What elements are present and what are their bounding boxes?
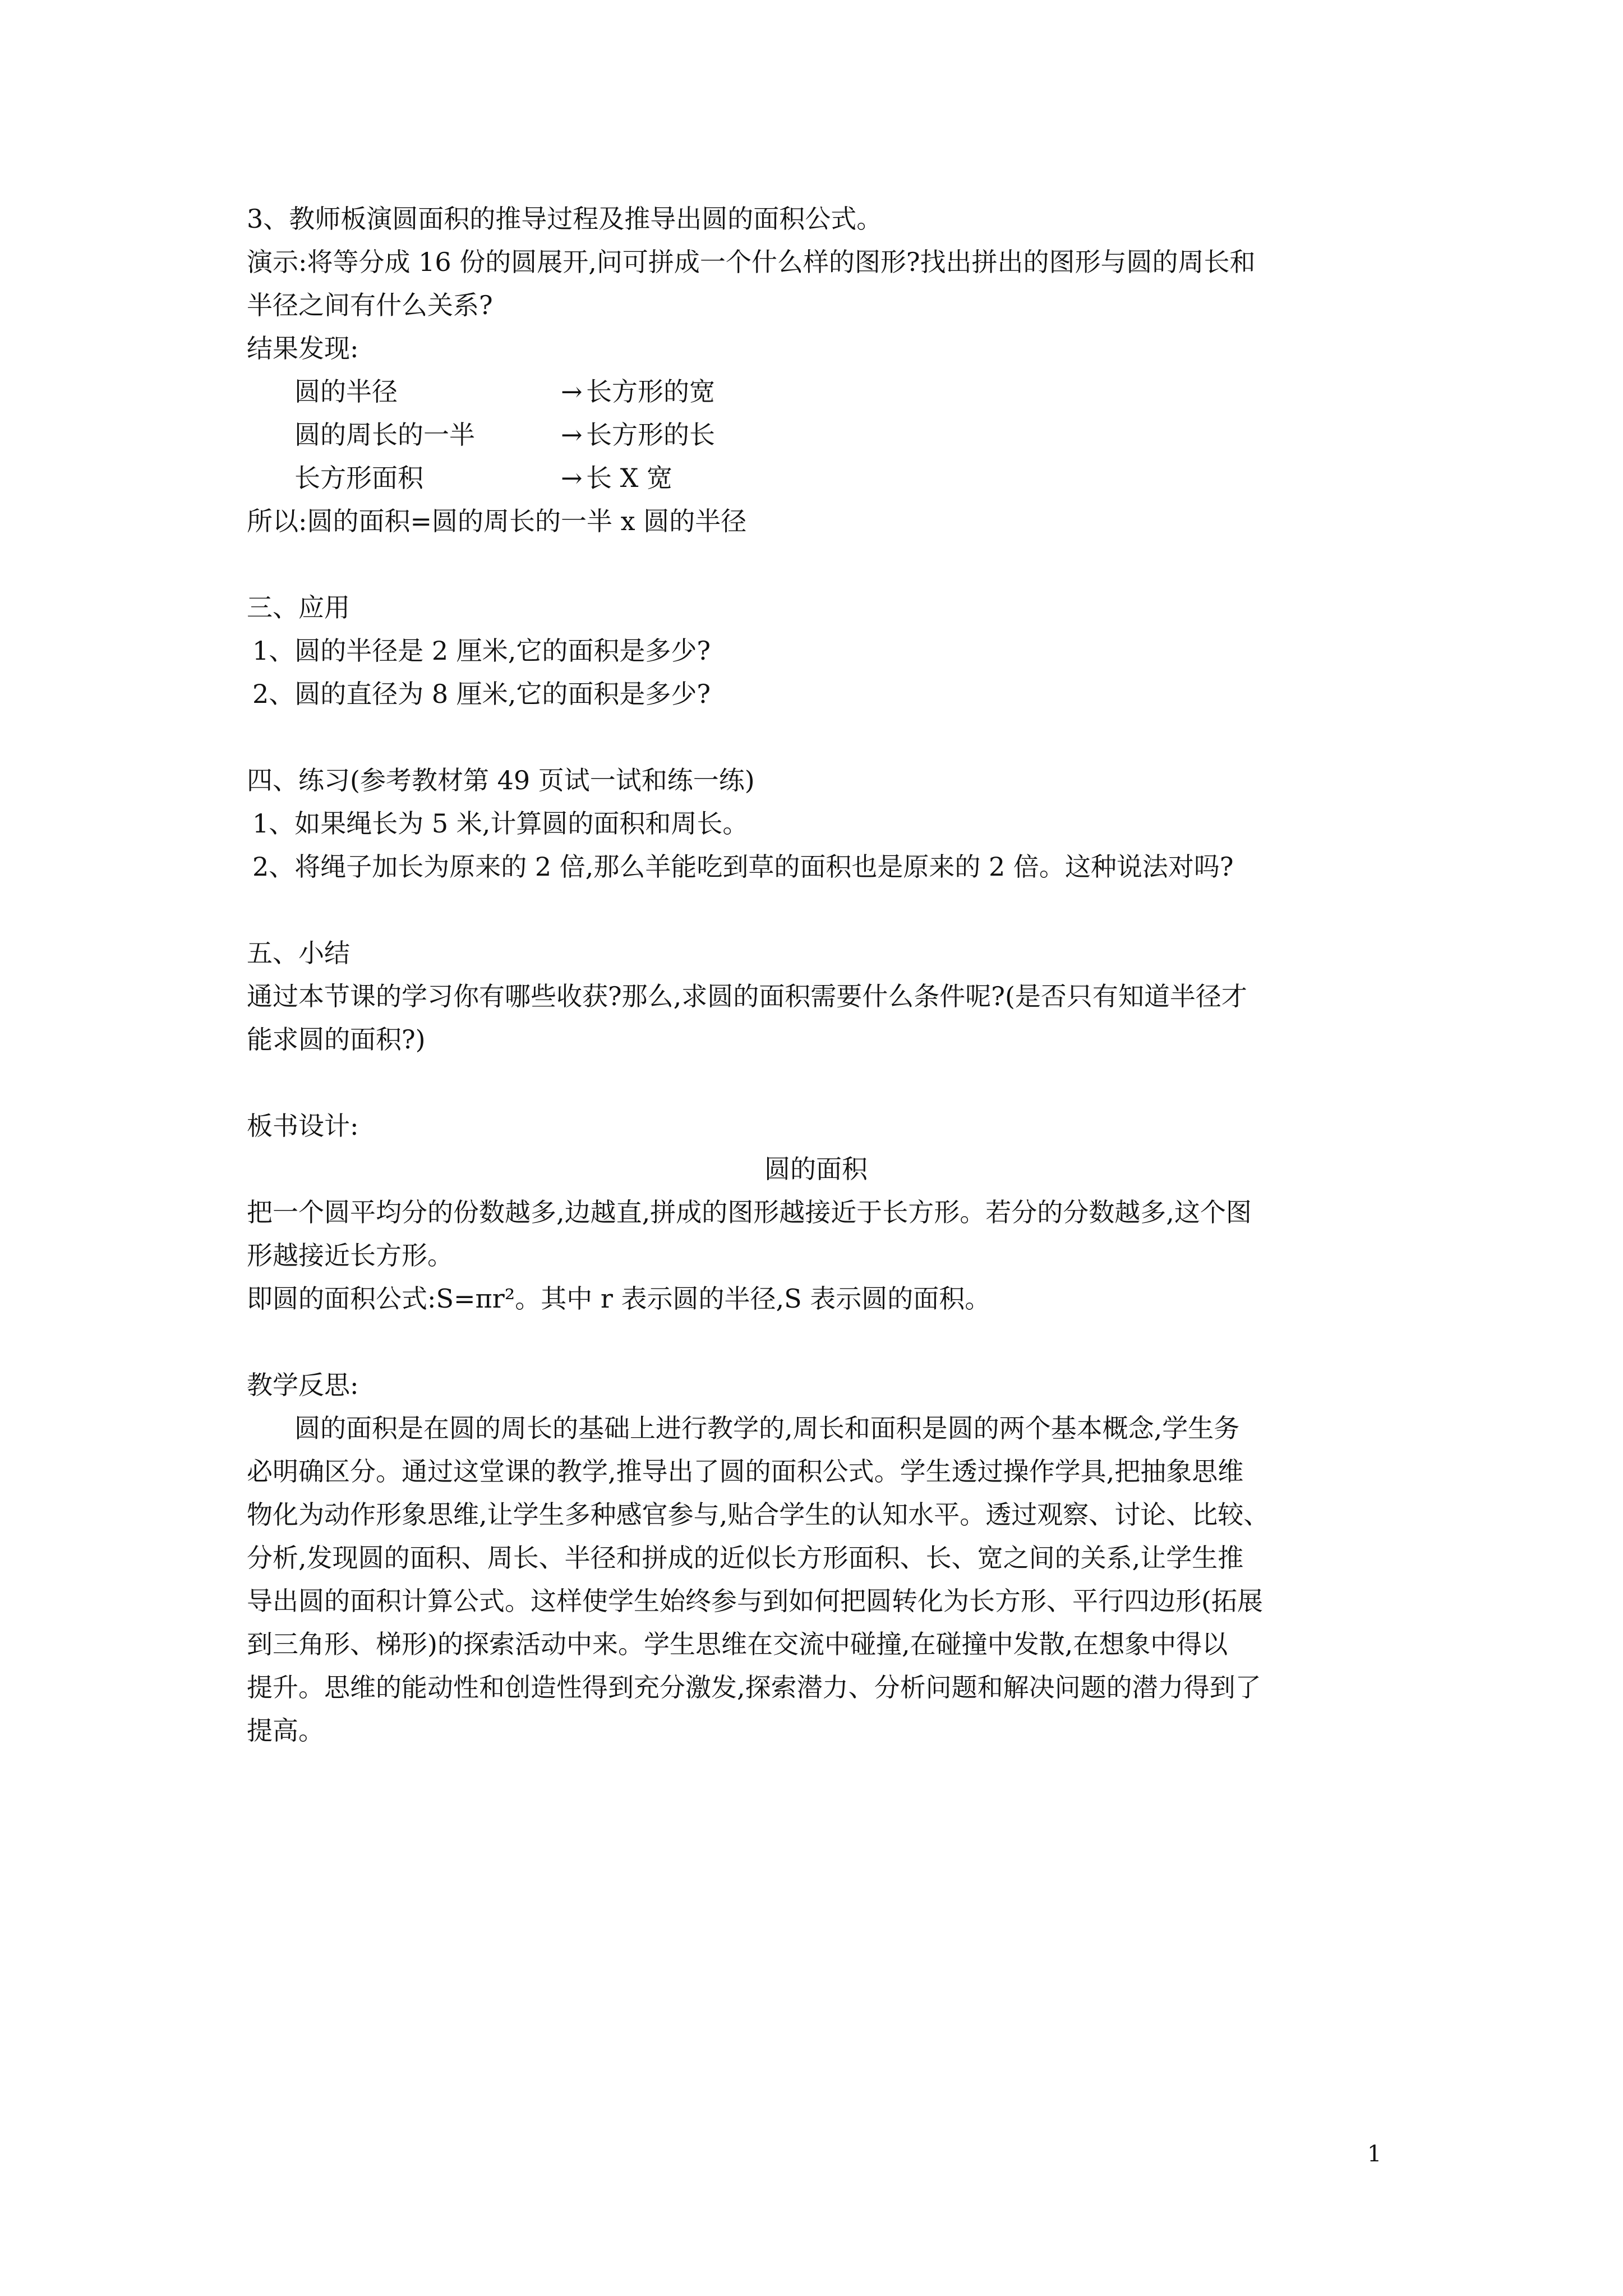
page-number: 1 [1367,2141,1382,2167]
apply-heading: 三、应用 [247,592,350,623]
reflection-line: 提升。思维的能动性和创造性得到充分激发,探索潜力、分析问题和解决问题的潜力得到了 [247,1672,1261,1703]
arrow-right-icon: → [561,376,583,407]
reflection-line: 物化为动作形象思维,让学生多种感官参与,贴合学生的认知水平。透过观察、讨论、比较、 [247,1499,1270,1530]
mapping-left: 圆的周长的一半 [294,420,475,450]
apply-item: 2、圆的直径为 8 厘米,它的面积是多少? [252,679,711,709]
summary-heading: 五、小结 [247,938,350,968]
spacer [247,716,1385,759]
demo-text-line-1: 演示:将等分成 16 份的圆展开,问可拼成一个什么样的图形?找出拼出的图形与圆的周长和 [247,247,1256,277]
summary-text-line-1: 通过本节课的学习你有哪些收获?那么,求圆的面积需要什么条件呢?(是否只有知道半径才 [247,981,1247,1011]
board-title: 圆的面积 [764,1154,868,1184]
spacer [247,1320,1385,1364]
practice-heading: 四、练习(参考教材第 49 页试一试和练一练) [247,765,755,795]
mapping-row-half-circumference [247,413,1385,457]
demo-text-line-2: 半径之间有什么关系? [247,290,493,320]
board-label: 板书设计: [247,1111,359,1141]
reflection-label: 教学反思: [247,1370,359,1400]
board-text-line-1: 把一个圆平均分的份数越多,边越直,拼成的图形越接近于长方形。若分的分数越多,这个图 [247,1197,1252,1227]
practice-item: 1、如果绳长为 5 米,计算圆的面积和周长。 [252,808,749,839]
mapping-right: 长 X 宽 [586,463,672,493]
reflection-line: 分析,发现圆的面积、周长、半径和拼成的近似长方形面积、长、宽之间的关系,让学生推 [247,1543,1244,1573]
reflection-line: 圆的面积是在圆的周长的基础上进行教学的,周长和面积是圆的两个基本概念,学生务 [294,1413,1240,1443]
mapping-left: 圆的半径 [294,376,398,407]
board-text-line-2: 形越接近长方形。 [247,1240,453,1271]
reflection-line: 提高。 [247,1715,324,1746]
apply-item: 1、圆的半径是 2 厘米,它的面积是多少? [252,636,711,666]
summary-text-line-2: 能求圆的面积?) [247,1024,426,1055]
mapping-right: 长方形的长 [586,420,715,450]
spacer [247,1061,1385,1105]
document-body [247,197,1385,1752]
spacer [247,889,1385,932]
mapping-left: 长方形面积 [294,463,423,493]
reflection-line: 导出圆的面积计算公式。这样使学生始终参与到如何把圆转化为长方形、平行四边形(拓展 [247,1586,1263,1616]
mapping-row-radius [247,370,1385,413]
board-formula: 即圆的面积公式:S=πr²。其中 r 表示圆的半径,S 表示圆的面积。 [247,1283,991,1314]
practice-item: 2、将绳子加长为原来的 2 倍,那么羊能吃到草的面积也是原来的 2 倍。这种说法对吗? [252,852,1234,882]
result-label: 结果发现: [247,333,359,364]
section3-heading: 3、教师板演圆面积的推导过程及推导出圆的面积公式。 [247,204,883,234]
conclusion-text: 所以:圆的面积=圆的周长的一半 x 圆的半径 [247,506,747,536]
arrow-right-icon: → [561,463,583,493]
reflection-line: 到三角形、梯形)的探索活动中来。学生思维在交流中碰撞,在碰撞中发散,在想象中得以 [247,1629,1228,1659]
spacer [247,543,1385,586]
reflection-line: 必明确区分。通过这堂课的教学,推导出了圆的面积公式。学生透过操作学具,把抽象思维 [247,1456,1244,1487]
mapping-right: 长方形的宽 [586,376,715,407]
mapping-row-rectangle-area [247,457,1385,500]
arrow-right-icon: → [561,420,583,450]
